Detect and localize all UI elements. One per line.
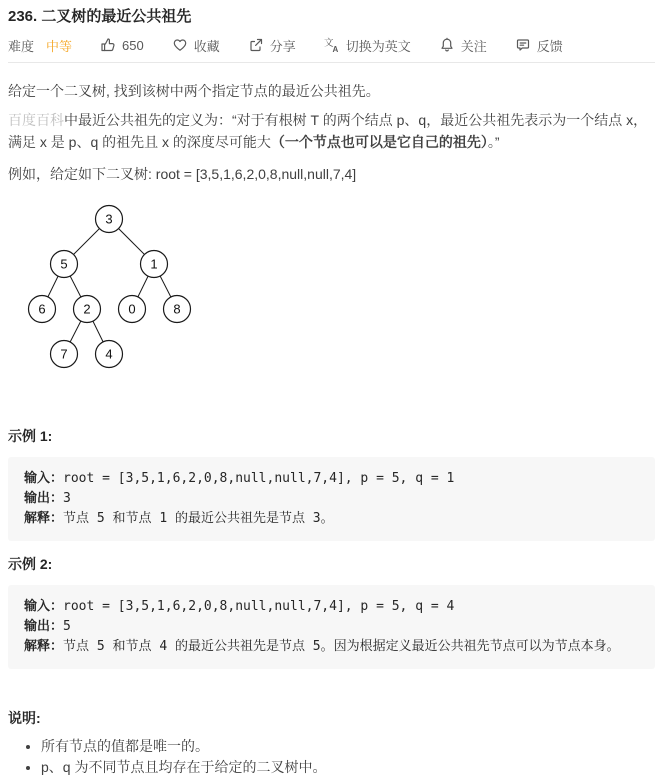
feedback-icon <box>515 37 531 53</box>
thumbs-up-icon <box>100 37 116 53</box>
example-1-heading: 示例 1: <box>8 428 53 444</box>
notes-list <box>8 737 655 777</box>
svg-text:1: 1 <box>150 256 158 272</box>
feedback-button[interactable] <box>515 36 563 55</box>
example-intro: 例如，给定如下二叉树: root = [3,5,1,6,2,0,8,null,null,7,4] <box>8 166 357 182</box>
note-item: • p、q 为不同节点且均存在于给定的二叉树中。 <box>41 758 655 778</box>
tree-node-0 <box>119 296 146 323</box>
input-value: root = [3,5,1,6,2,0,8,null,null,7,4], p = 5, q = 1 <box>63 471 455 486</box>
like-button[interactable] <box>100 37 144 53</box>
tree-node-1 <box>141 251 168 278</box>
translate-icon <box>324 37 340 53</box>
svg-text:8: 8 <box>173 301 181 317</box>
like-count: 650 <box>122 37 144 53</box>
svg-text:0: 0 <box>128 301 136 317</box>
svg-text:文: 文 <box>323 38 334 49</box>
switch-language-button[interactable] <box>324 36 411 55</box>
example-1-block <box>8 457 655 541</box>
example-2-explanation <box>24 637 639 657</box>
definition-paragraph <box>8 109 655 153</box>
favorite-button[interactable] <box>172 36 220 55</box>
tree-node-2 <box>74 296 101 323</box>
tree-node-5 <box>51 251 78 278</box>
binary-tree-svg <box>14 191 214 377</box>
page-title: 236. 二叉树的最近公共祖先 <box>8 8 192 25</box>
definition-bold: （一个节点也可以是它自己的祖先） <box>270 134 488 150</box>
example-2-output <box>24 617 639 637</box>
share-button[interactable] <box>248 36 296 55</box>
explanation-label: 解释： <box>24 511 64 526</box>
svg-text:4: 4 <box>105 346 113 362</box>
output-value: 5 <box>63 619 71 634</box>
svg-text:A: A <box>332 45 339 53</box>
tree-node-3 <box>96 206 123 233</box>
example-2-heading: 示例 2: <box>8 556 53 572</box>
share-icon <box>248 37 264 53</box>
example-2-block <box>8 585 655 669</box>
svg-text:5: 5 <box>60 256 68 272</box>
heart-icon <box>172 37 188 53</box>
output-value: 3 <box>63 491 71 506</box>
problem-statement: 给定一个二叉树, 找到该树中两个指定节点的最近公共祖先。 <box>8 83 380 99</box>
share-label: 分享 <box>269 38 296 54</box>
example-1-output <box>24 489 639 509</box>
note-item: • 所有节点的值都是唯一的。 <box>41 737 655 757</box>
favorite-label: 收藏 <box>193 38 220 54</box>
example-1-explanation <box>24 509 639 529</box>
explanation-value: 节点 5 和节点 1 的最近公共祖先是节点 3。 <box>63 511 334 526</box>
svg-text:2: 2 <box>83 301 91 317</box>
header-divider <box>8 62 655 63</box>
notes-heading: 说明: <box>8 710 41 726</box>
tree-node-8 <box>164 296 191 323</box>
switch-language-label: 切换为英文 <box>345 38 411 54</box>
input-label: 输入： <box>24 471 64 486</box>
explanation-value: 节点 5 和节点 4 的最近公共祖先是节点 5。因为根据定义最近公共祖先节点可以为节点本身。 <box>63 639 620 654</box>
follow-label: 关注 <box>460 38 487 54</box>
feedback-label: 反馈 <box>536 38 563 54</box>
follow-button[interactable] <box>439 36 487 55</box>
difficulty-badge: 中等 <box>46 38 73 54</box>
example-2-input <box>24 597 639 617</box>
svg-text:3: 3 <box>105 211 113 227</box>
explanation-label: 解释： <box>24 639 64 654</box>
bell-icon <box>439 37 455 53</box>
difficulty-label: 难度 <box>8 38 35 54</box>
binary-tree-diagram <box>14 191 655 377</box>
example-1-input <box>24 469 639 489</box>
definition-text-2: 。” <box>487 134 500 150</box>
tree-node-6 <box>29 296 56 323</box>
definition-text-1: 中最近公共祖先的定义为：“对于有根树 T 的两个结点 p、q，最近公共祖先表示为一个结点 x，满足 x 是 p、q 的祖先且 x 的深度尽可能大 <box>8 112 648 150</box>
output-label: 输出： <box>24 491 64 506</box>
output-label: 输出： <box>24 619 64 634</box>
tree-node-7 <box>51 341 78 368</box>
baidu-baike-link[interactable]: 百度百科 <box>8 112 64 128</box>
toolbar <box>8 35 655 55</box>
tree-node-4 <box>96 341 123 368</box>
input-value: root = [3,5,1,6,2,0,8,null,null,7,4], p = 5, q = 4 <box>63 599 455 614</box>
difficulty <box>8 36 72 55</box>
input-label: 输入： <box>24 599 64 614</box>
svg-text:6: 6 <box>38 301 46 317</box>
svg-text:7: 7 <box>60 346 68 362</box>
